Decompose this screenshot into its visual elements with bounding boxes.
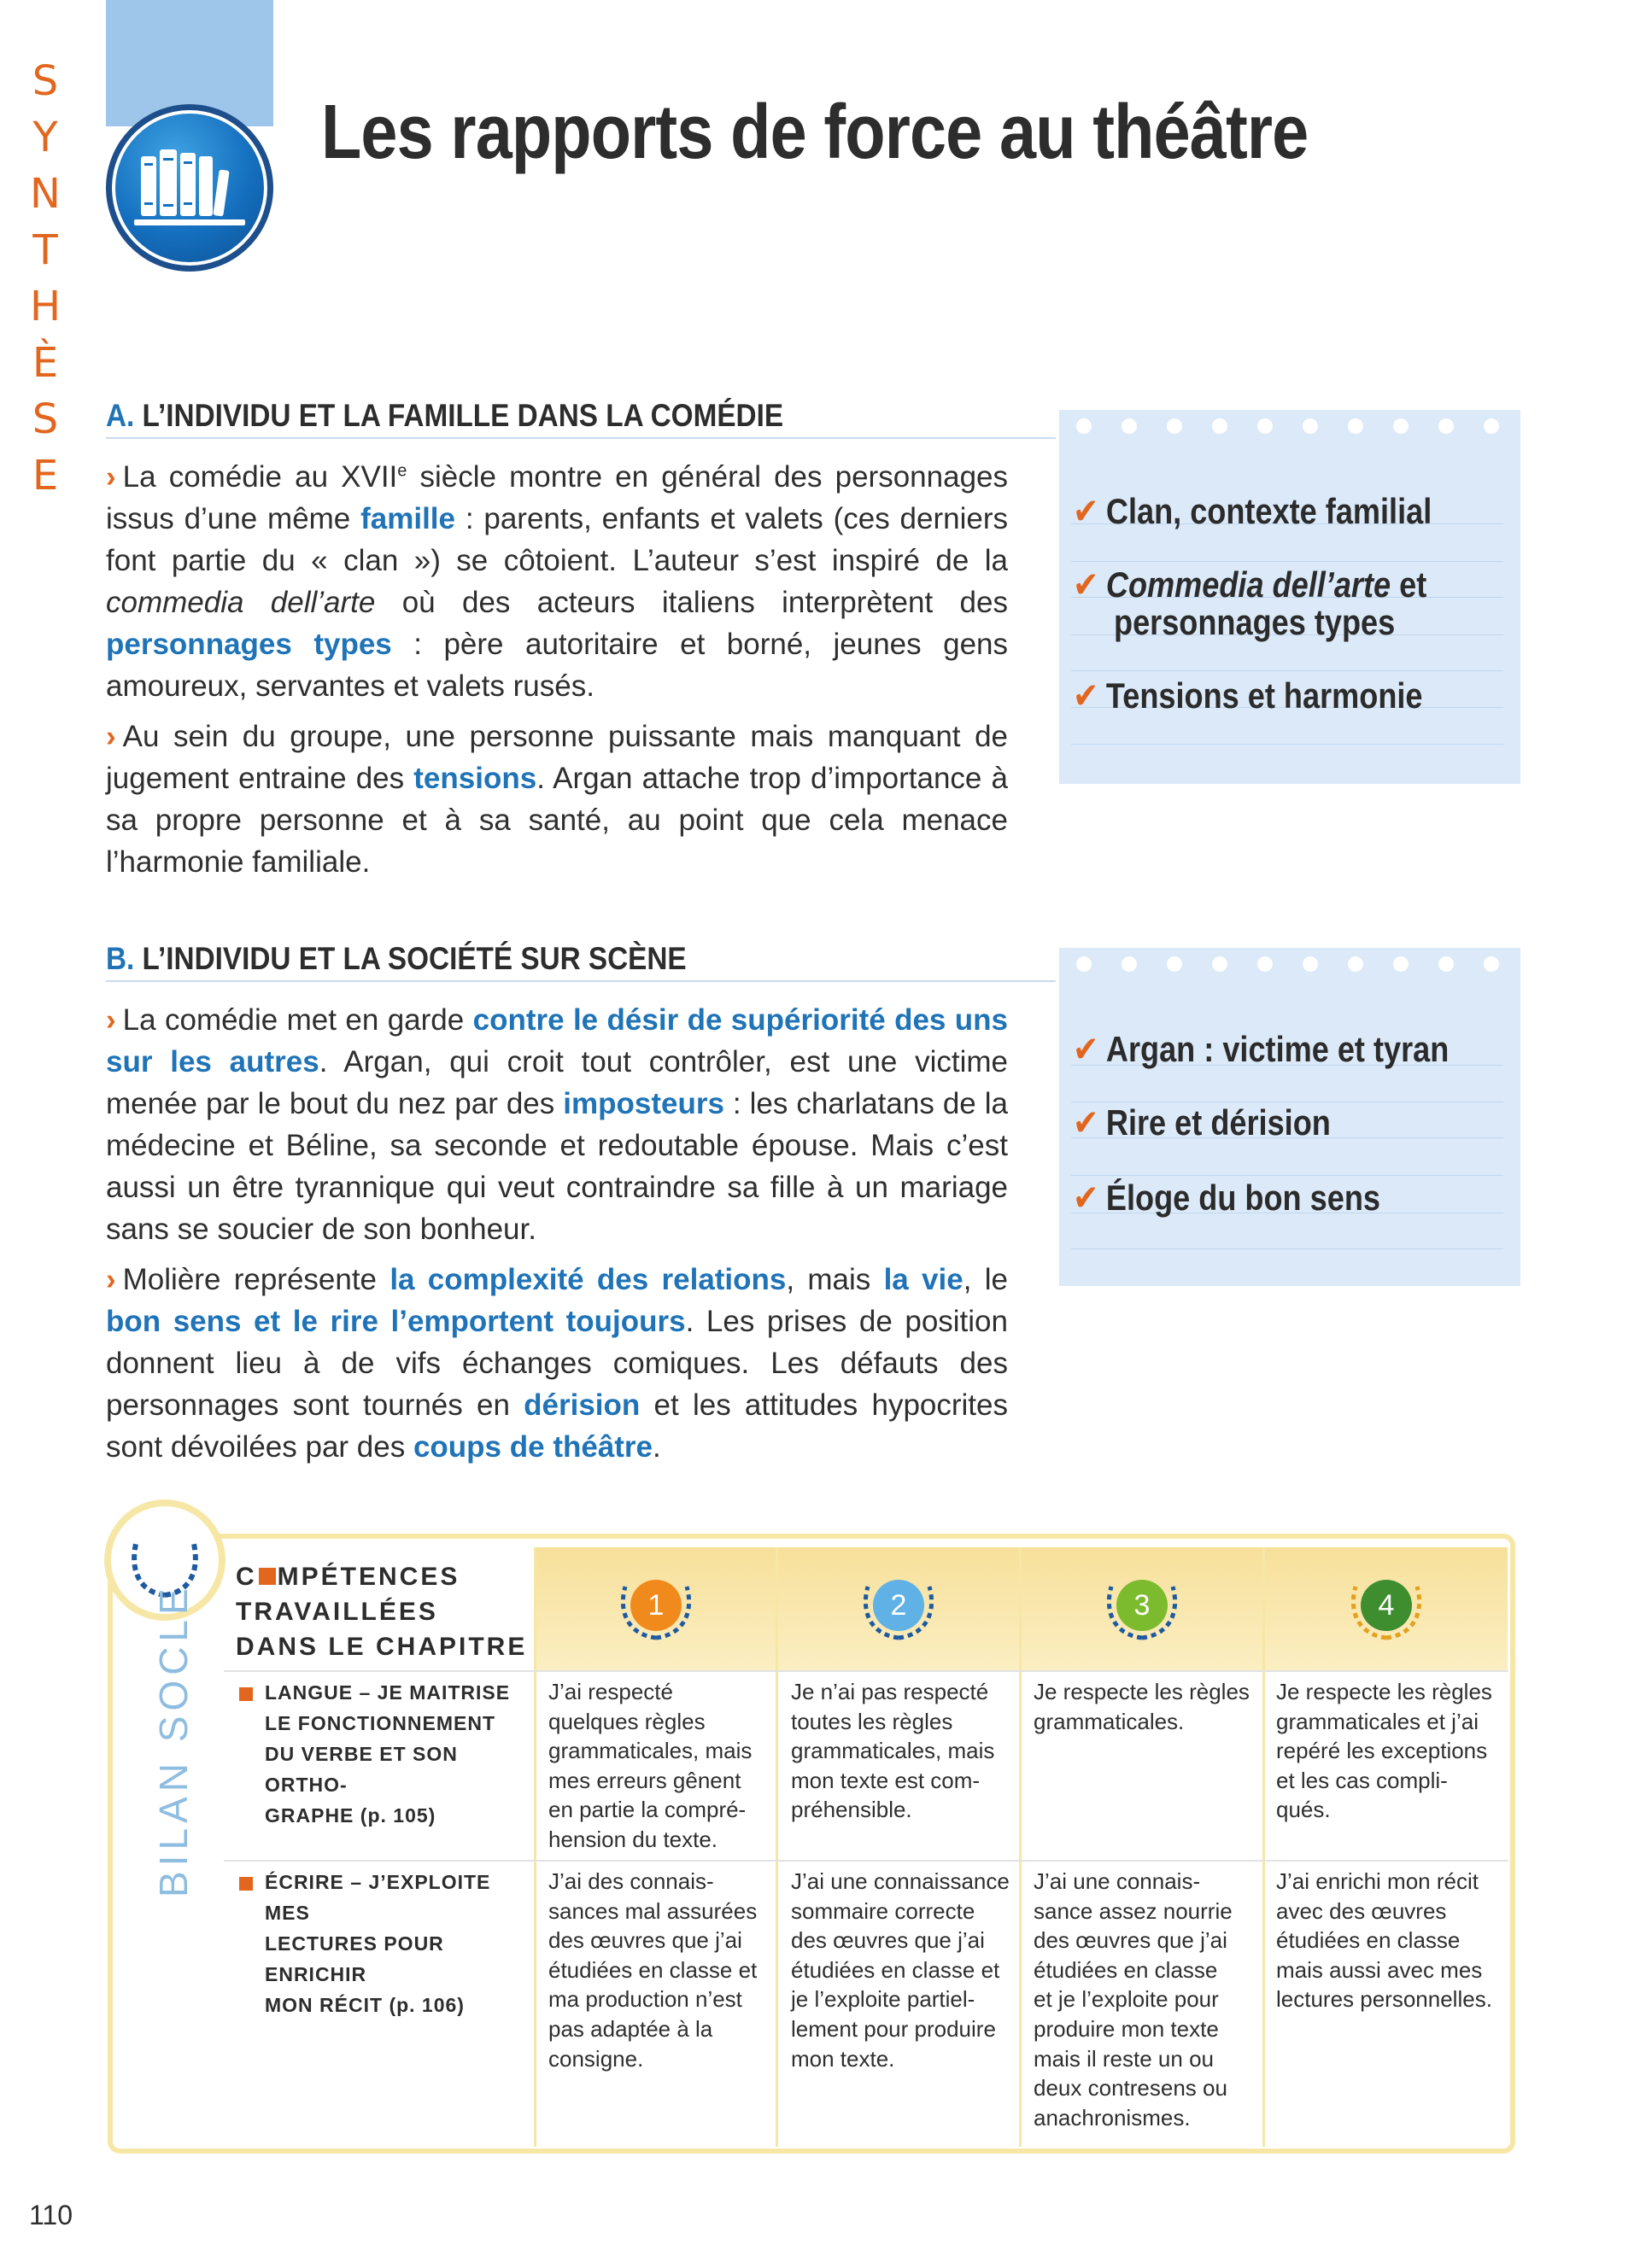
side-letter: S	[32, 57, 59, 105]
keyword-item: ✔ Rire et dérision	[1073, 1102, 1331, 1143]
section-b-heading	[106, 941, 687, 977]
side-letter: È	[32, 339, 59, 387]
notepad-holes	[1059, 418, 1520, 435]
column-divider	[1019, 1547, 1022, 2147]
section-title: L’INDIVIDU ET LA FAMILLE DANS LA COMÉDIE	[142, 398, 784, 433]
level-number: 4	[1361, 1580, 1412, 1631]
level-1-header	[536, 1547, 776, 1670]
check-icon: ✔	[1073, 1178, 1099, 1218]
side-letter: N	[30, 170, 61, 218]
keyword-item: ✔ Éloge du bon sens	[1073, 1178, 1380, 1218]
check-icon: ✔	[1073, 491, 1099, 531]
row-divider	[224, 1860, 1508, 1862]
keyword-item-continued: personnages types	[1114, 602, 1396, 642]
section-letter: A.	[106, 398, 135, 433]
row-divider	[224, 1670, 1508, 1672]
check-icon: ✔	[1073, 675, 1099, 716]
keyword: la vie	[883, 1263, 964, 1296]
chevron-icon: ›	[106, 720, 116, 753]
keywords-notepad-b	[1059, 948, 1520, 1286]
notepad-holes	[1059, 956, 1520, 973]
section-letter: B.	[106, 941, 135, 976]
books-icon	[115, 114, 264, 262]
synthese-side-label	[26, 53, 65, 504]
keyword: contre le désir de supériorité des uns sur les autres	[106, 1003, 1008, 1078]
bilan-socle-label: BILAN SOCLE	[151, 1583, 196, 1897]
column-divider	[1262, 1547, 1265, 2147]
column-divider	[534, 1547, 536, 2147]
keyword: la complexité des relations	[390, 1263, 787, 1296]
page-number: 110	[29, 2200, 73, 2230]
table-cell: J’ai enrichi mon récit avec des œuvres étudiées en classe mais aussi avec mes lectures personnelles.	[1276, 1868, 1492, 2013]
keyword-item: ✔ Clan, contexte familial	[1073, 491, 1432, 531]
section-a-paragraph-1: › La comédie au XVIIe siècle montre en général des personnages issus d’une même famille : parents, enfants et valets (ces derniers font partie du « clan ») se côtoient. L’auteur s’est inspiré de la commedia dell’arte où des acteurs italiens interprètent des personnages types : père autoritaire et borné, jeunes gens amoureux, servantes et valets rusés.	[106, 460, 1009, 703]
chevron-icon: ›	[106, 460, 116, 494]
table-cell: J’ai une connaissance sommaire correcte des œuvres que j’ai étudiées en classe et je l’exploite partiel- lement pour produire mon texte.	[791, 1868, 1010, 2072]
level-number: 1	[630, 1580, 682, 1631]
section-b-paragraph-1: › La comédie met en garde contre le désir de supériorité des uns sur les autres. Argan, qui croit tout contrôler, est une victime menée par le bout du nez par des imposteurs : les charlatans de la médecine et Béline, sa seconde et redoutable épouse. Mais c’est aussi un être tyrannique qui veut contraindre sa fille à un mariage sans se soucier de son bonheur.	[106, 1003, 1009, 1246]
check-icon: ✔	[1073, 564, 1099, 605]
keyword: coups de théâtre	[413, 1430, 653, 1464]
section-divider	[106, 980, 1056, 982]
bullet-square-icon	[239, 1877, 253, 1891]
section-a-heading	[106, 398, 783, 434]
column-divider	[776, 1547, 778, 2147]
side-letter: E	[32, 452, 59, 500]
section-b-paragraph-2: › Molière représente la complexité des relations, mais la vie, le bon sens et le rire l’emportent toujours. Les prises de position donnent lieu à de vifs échanges comiques. Les défauts des personnages sont tournés en dérision et les attitudes hypocrites sont dévoilées par des coups de théâtre.	[106, 1263, 1008, 1464]
side-letter: H	[29, 283, 62, 330]
check-icon: ✔	[1073, 1102, 1099, 1143]
table-cell: J’ai respecté quelques règles grammaticales, mais mes erreurs gênent en partie la compré- hension du texte.	[548, 1679, 753, 1852]
table-cell: Je respecte les règles grammaticales et j’ai repéré les exceptions et les cas compli- qués.	[1276, 1679, 1492, 1823]
table-cell: Je n’ai pas respecté toutes les règles grammaticales, mais mon texte est com- préhensible.	[791, 1679, 995, 1823]
keyword: personnages types	[106, 628, 392, 661]
competences-header: C MPÉTENCES TRAVAILLÉES DANS LE CHAPITRE	[236, 1563, 528, 1661]
level-3-header	[1022, 1547, 1262, 1670]
chevron-icon: ›	[106, 1263, 116, 1296]
criterion-ecrire: ÉCRIRE – J’EXPLOITE MES LECTURES POUR ENRICHIR MON RÉCIT (p. 106)	[265, 1871, 491, 2016]
keyword-item: ✔ Commedia dell’arte et	[1073, 564, 1427, 605]
table-cell: Je respecte les règles grammaticales.	[1034, 1679, 1250, 1734]
bullet-square-icon	[239, 1687, 253, 1701]
side-letter: S	[32, 395, 59, 443]
table-cell: J’ai des connais- sances mal assurées des œuvres que j’ai étudiées en classe et ma production n’est pas adaptée à la consigne.	[548, 1868, 758, 2072]
keyword-item: ✔ Argan : victime et tyran	[1073, 1029, 1450, 1069]
level-number: 3	[1116, 1580, 1168, 1631]
table-cell: J’ai une connais- sance assez nourrie des œuvres que j’ai étudiées en classe et je l’exploite pour produire mon texte mais il reste un ou deux contresens ou anachronismes.	[1034, 1868, 1233, 2131]
keyword: dérision	[524, 1388, 641, 1422]
page-title: Les rapports de force au théâtre	[321, 90, 1309, 175]
level-2-header	[778, 1547, 1019, 1670]
level-number: 2	[873, 1580, 924, 1631]
keyword: famille	[360, 502, 455, 535]
section-a-paragraph-2: › Au sein du groupe, une personne puissante mais manquant de jugement entraine des tensions. Argan attache trop d’importance à sa propre personne et à sa santé, au point que cela menace l’harmonie familiale.	[106, 720, 1008, 879]
chevron-icon: ›	[106, 1003, 116, 1037]
side-letter: T	[32, 226, 58, 274]
section-title: L’INDIVIDU ET LA SOCIÉTÉ SUR SCÈNE	[142, 941, 687, 976]
keywords-notepad-a	[1059, 410, 1520, 784]
keyword: imposteurs	[563, 1087, 724, 1120]
keyword-item: ✔ Tensions et harmonie	[1073, 675, 1423, 716]
keyword: bon sens et le rire l’emportent toujours	[106, 1305, 686, 1338]
criterion-langue: LANGUE – JE MAITRISE LE FONCTIONNEMENT DU VERBE ET SON ORTHO- GRAPHE (p. 105)	[265, 1681, 511, 1827]
square-icon	[259, 1568, 276, 1585]
side-letter: Y	[32, 114, 58, 161]
check-icon: ✔	[1073, 1029, 1099, 1069]
level-4-header	[1265, 1547, 1508, 1670]
keyword: tensions	[413, 762, 537, 795]
section-divider	[106, 437, 1056, 439]
